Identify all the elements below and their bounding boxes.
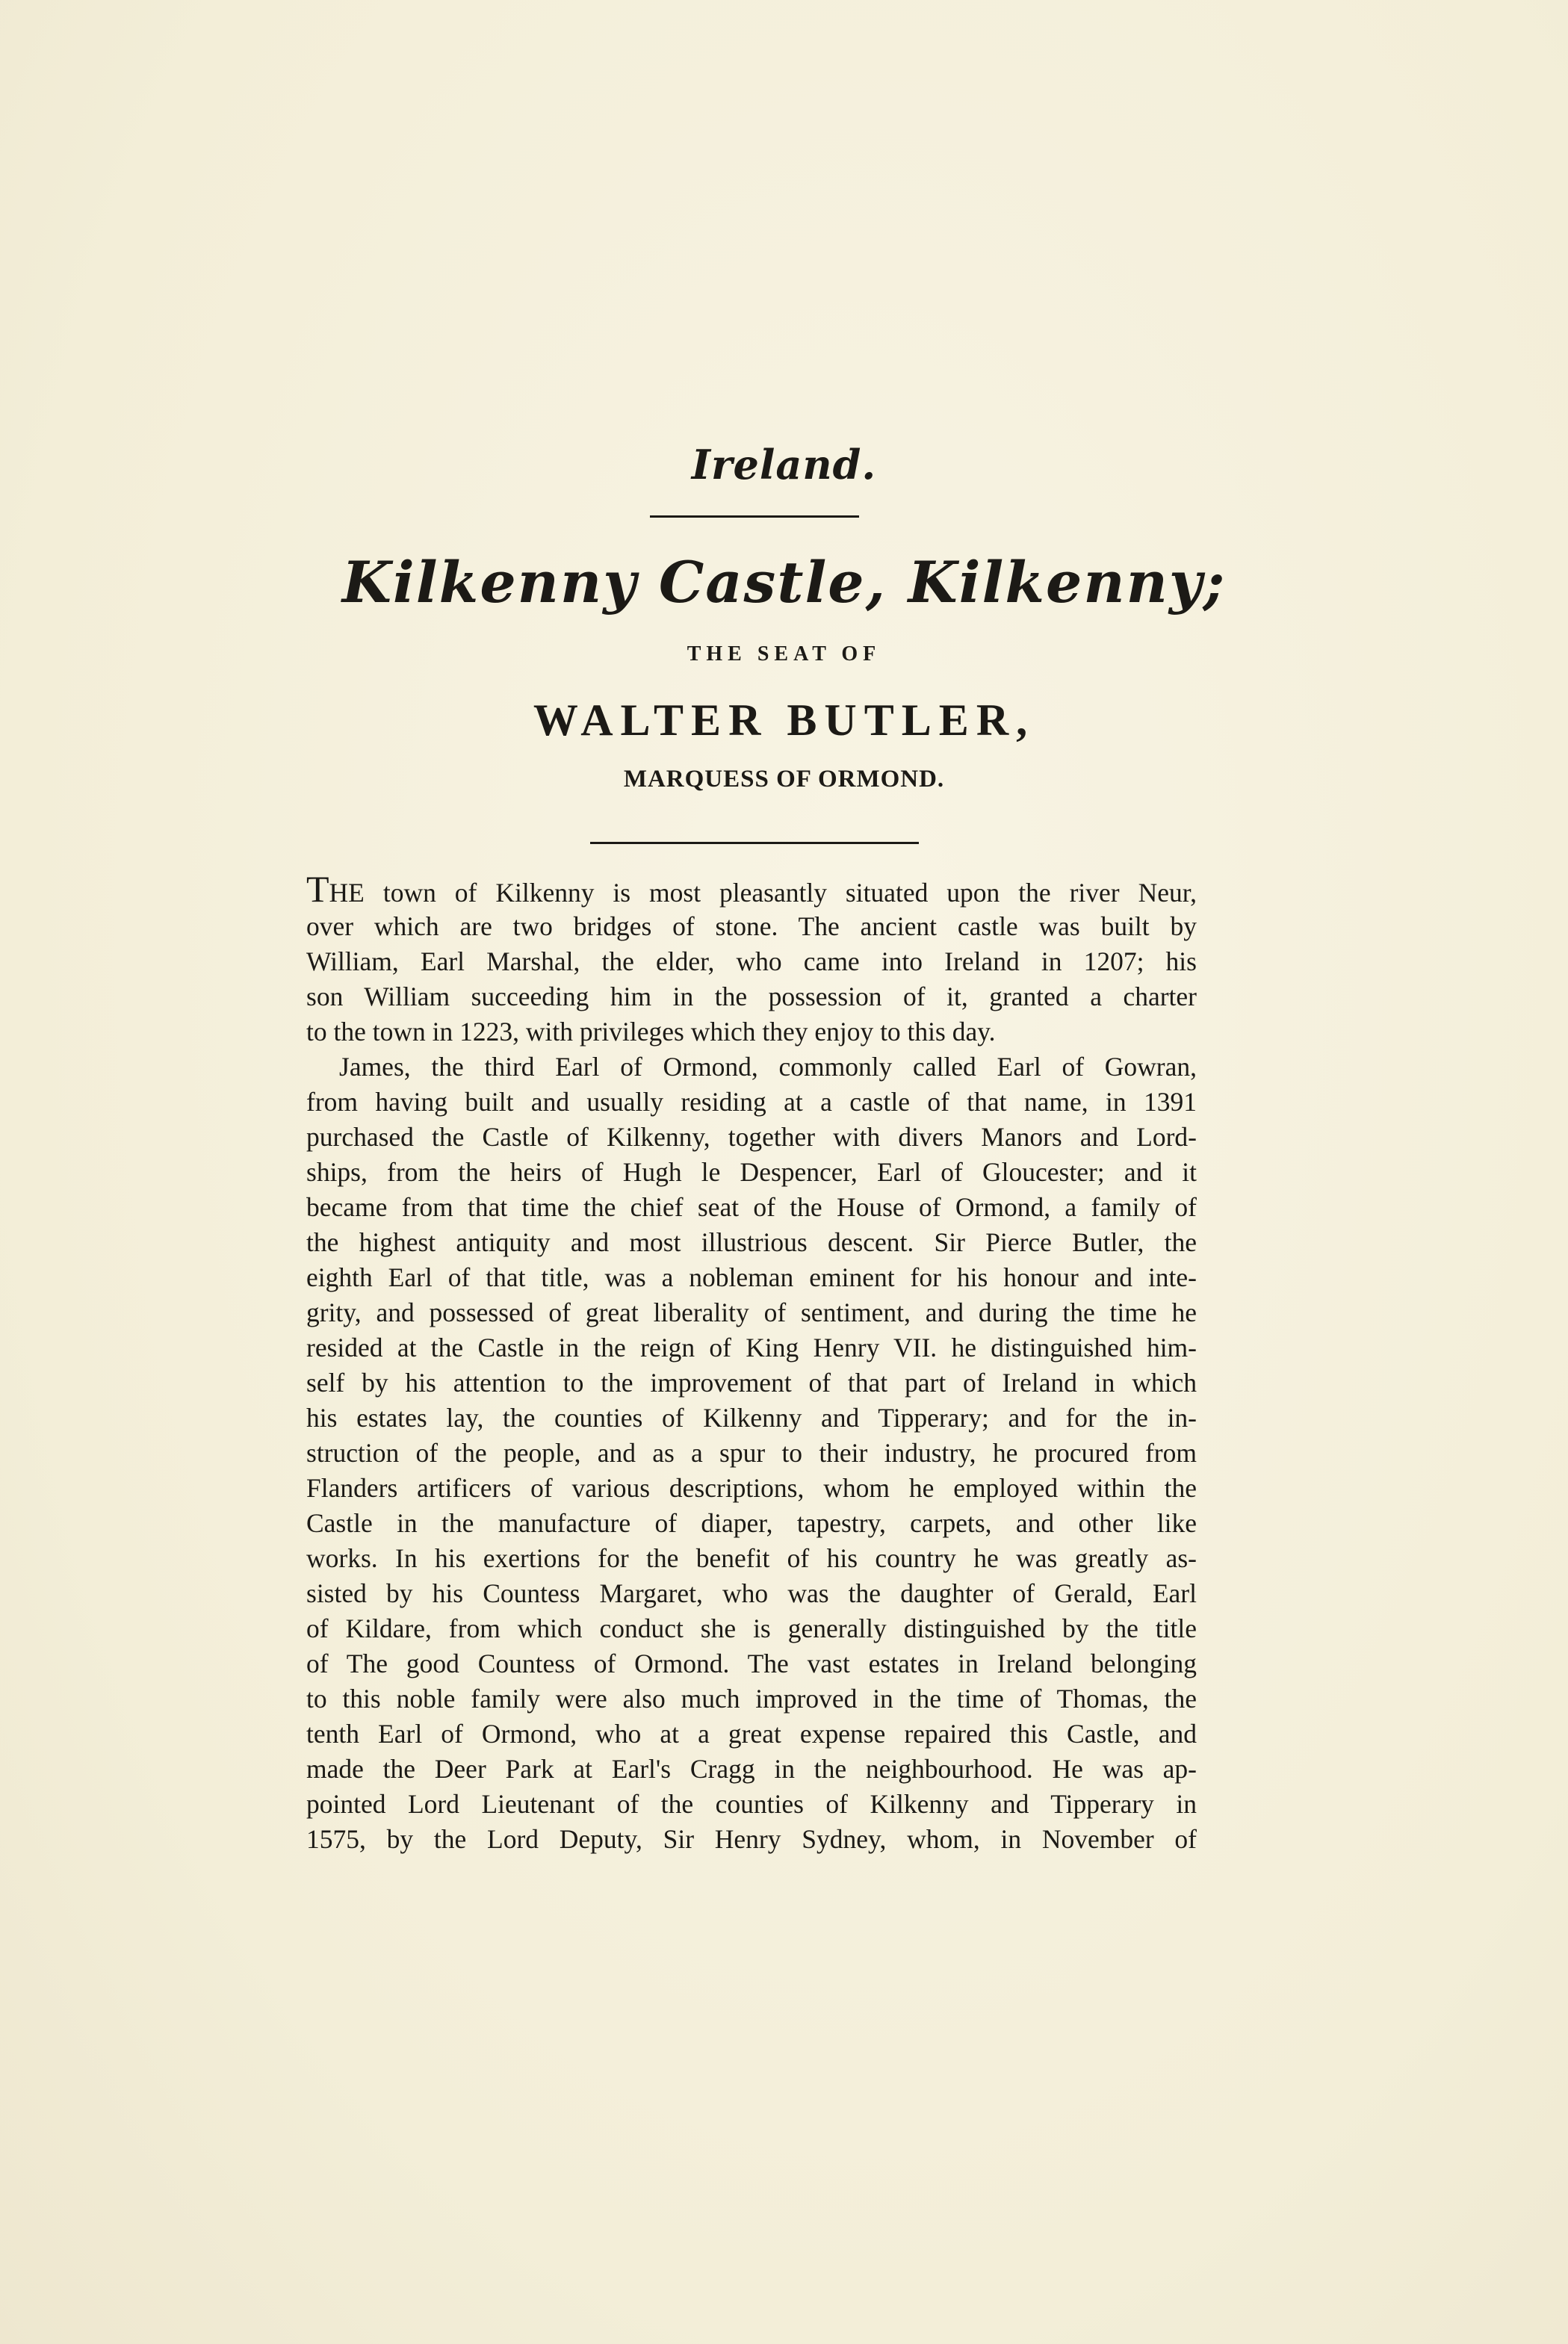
text-line: struction of the people, and as a spur to their industry, he procured from bbox=[306, 1438, 1197, 1468]
text-line: 1575, by the Lord Deputy, Sir Henry Sydney, whom, in November of bbox=[306, 1824, 1197, 1854]
text-line: to the town in 1223, with privileges which they enjoy to this day. bbox=[306, 1017, 996, 1047]
page-title: Kilkenny Castle, Kilkenny; bbox=[341, 549, 1227, 616]
seat-of-label: THE SEAT OF bbox=[687, 642, 881, 666]
text-line: eighth Earl of that title, was a nobleman eminent for his honour and inte- bbox=[306, 1262, 1197, 1292]
text-line: tenth Earl of Ormond, who at a great expense repaired this Castle, and bbox=[306, 1719, 1197, 1749]
text-line: James, the third Earl of Ormond, commonly called Earl of Gowran, bbox=[339, 1052, 1197, 1082]
text-line: Castle in the manufacture of diaper, tapestry, carpets, and other like bbox=[306, 1508, 1197, 1538]
text-line: grity, and possessed of great liberality of sentiment, and during the time he bbox=[306, 1297, 1197, 1327]
text-line: ships, from the heirs of Hugh le Despencer, Earl of Gloucester; and it bbox=[306, 1157, 1197, 1187]
text-line: self by his attention to the improvement of that part of Ireland in which bbox=[306, 1368, 1197, 1398]
text-line: from having built and usually residing at a castle of that name, in 1391 bbox=[306, 1087, 1197, 1117]
text-line: his estates lay, the counties of Kilkenny and Tipperary; and for the in- bbox=[306, 1403, 1197, 1433]
line-text: town of Kilkenny is most pleasantly situated upon the river Neur, bbox=[364, 878, 1197, 908]
text-line: became from that time the chief seat of the House of Ormond, a family of bbox=[306, 1192, 1197, 1222]
text-line: works. In his exertions for the benefit of his country he was greatly as- bbox=[306, 1543, 1197, 1573]
text-line: William, Earl Marshal, the elder, who came into Ireland in 1207; his bbox=[306, 946, 1197, 976]
text-line: over which are two bridges of stone. The ancient castle was built by bbox=[306, 911, 1197, 941]
text-line: purchased the Castle of Kilkenny, together with divers Manors and Lord- bbox=[306, 1122, 1197, 1152]
owner-name: WALTER BUTLER, bbox=[533, 695, 1035, 745]
text-line: the highest antiquity and most illustrious descent. Sir Pierce Butler, the bbox=[306, 1227, 1197, 1257]
text-line: made the Deer Park at Earl's Cragg in the neighbourhood. He was ap- bbox=[306, 1754, 1197, 1784]
text-line: son William succeeding him in the possession of it, granted a charter bbox=[306, 982, 1197, 1011]
drop-cap: T bbox=[306, 868, 329, 910]
text-line: of The good Countess of Ormond. The vast estates in Ireland belonging bbox=[306, 1649, 1197, 1678]
country-heading: Ireland. bbox=[691, 441, 877, 489]
text-line: Flanders artificers of various descriptions, whom he employed within the bbox=[306, 1473, 1197, 1503]
text-line: resided at the Castle in the reign of King Henry VII. he distinguished him- bbox=[306, 1333, 1197, 1362]
text-line bbox=[306, 868, 1197, 910]
owner-rank: MARQUESS OF ORMOND. bbox=[623, 766, 945, 793]
first-word-rest: HE bbox=[329, 878, 365, 908]
top-rule bbox=[650, 515, 859, 518]
body-text bbox=[306, 868, 1197, 1857]
bottom-rule bbox=[590, 842, 919, 844]
text-line: of Kildare, from which conduct she is generally distinguished by the title bbox=[306, 1613, 1197, 1643]
text-line: to this noble family were also much improved in the time of Thomas, the bbox=[306, 1684, 1197, 1714]
text-line: pointed Lord Lieutenant of the counties of Kilkenny and Tipperary in bbox=[306, 1789, 1197, 1819]
text-line: sisted by his Countess Margaret, who was the daughter of Gerald, Earl bbox=[306, 1578, 1197, 1608]
